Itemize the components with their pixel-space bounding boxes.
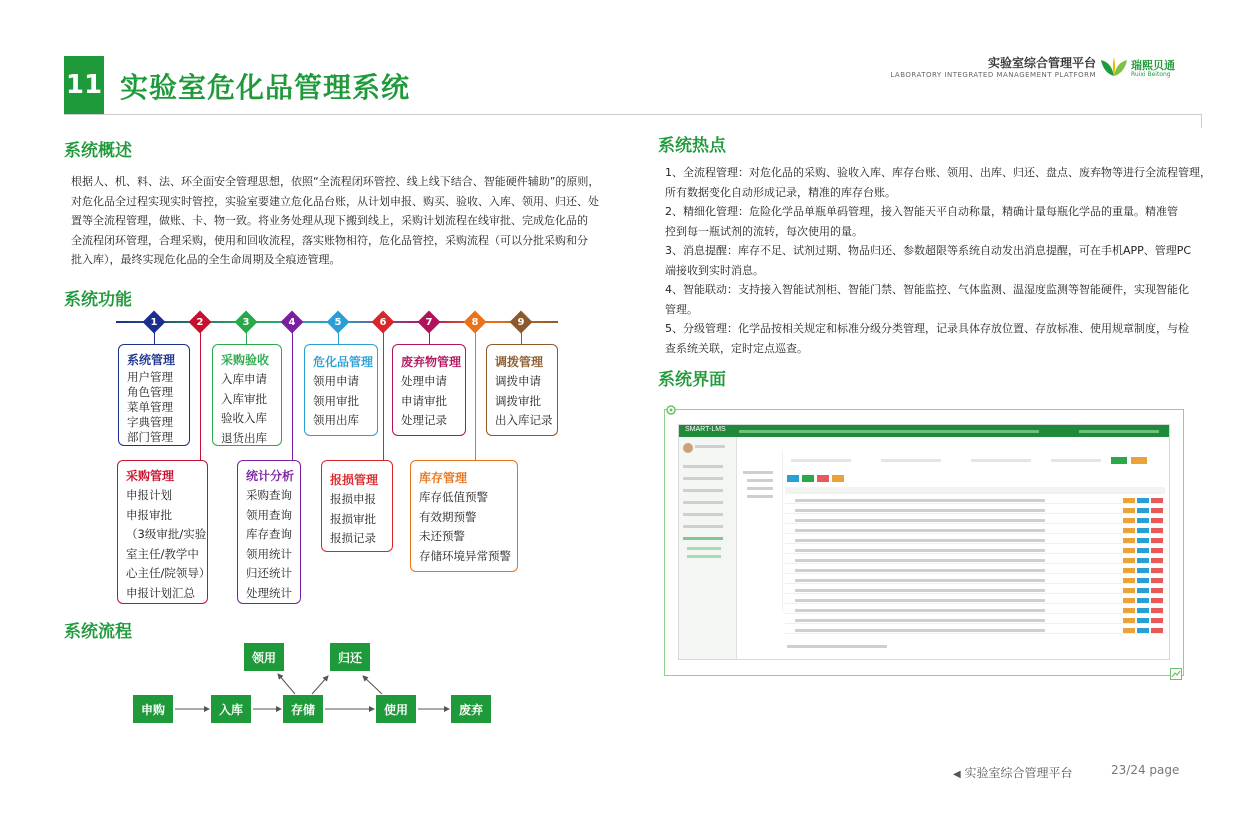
app-topbar [679,425,1169,437]
logo-text-cn: 瑞熙贝通 [1131,59,1175,72]
section-number: 11 [64,56,104,114]
hotspot-line: 3、消息提醒：库存不足、试剂过期、物品归还、参数超限等系统自动发出消息提醒，可在手机APP、管理PC [665,244,1192,257]
connector [200,332,201,460]
hotspot-line: 2、精细化管理：危险化学品单瓶单码管理，接入智能天平自动称量，精确计量每瓶化学品的重量。精准管 [665,205,1178,218]
header-divider [64,114,1202,115]
function-box-waste: 废弃物管理 处理申请 申请审批 处理记录 [392,344,466,436]
page-number: 23/24 page [1111,763,1180,777]
flow-title: 系统流程 [64,622,132,642]
connector [383,332,384,460]
hotspot-line: 所有数据变化自动形成记录，精准的库存台账。 [665,185,896,199]
connector [521,332,522,344]
flow-node-apply: 申购 [133,695,173,723]
function-box-chemical: 危化品管理 领用申请 领用审批 领用出库 [304,344,378,436]
flow-node-discard: 废弃 [451,695,491,723]
logo-text-en: Ruixi Beitong [1131,71,1171,78]
function-box-damage: 报损管理 报损申报 报损审批 报损记录 [321,460,393,552]
connector [292,332,293,460]
table-header [785,487,1165,494]
function-box-purchase: 采购管理 申报计划 申报审批 （3级审批/实验 室主任/教学中 心主任/院领导） 申报计划汇总 [117,460,208,604]
leaf-logo-icon [1100,56,1128,78]
search-filters [791,457,1161,465]
gear-icon [665,404,677,416]
footer-platform-text: 实验室综合管理平台 [964,766,1073,780]
avatar [683,443,693,453]
function-box-statistics: 统计分析 采购查询 领用查询 库存查询 领用统计 归还统计 处理统计 [237,460,301,604]
overview-title: 系统概述 [64,141,132,161]
function-box-transfer: 调拨管理 调拨申请 调拨审批 出入库记录 [486,344,558,436]
flow-node-use: 使用 [376,695,416,723]
app-name: SMART-LMS [685,426,726,433]
hotspot-line: 查系统关联，定时定点巡查。 [665,341,808,355]
function-box-purchase-accept: 采购验收 入库申请 入库审批 验收入库 退货出库 [212,344,282,446]
triangle-left-icon: ◀ [953,769,961,780]
hotspot-line: 端接收到实时消息。 [665,263,764,277]
app-sidebar [679,437,737,660]
overview-line: 置等全流程管理，做账、卡、物一致。将业务处理从现下搬到线上，采购计划流程在线审批、完成危化品的 [71,214,588,227]
system-screenshot [678,424,1170,660]
overview-text [71,172,599,270]
overview-line: 根据人、机、料、法、环全面安全管理思想，依照“全流程闭环管控、线上线下结合、智能硬件辅助”的原则， [71,175,600,188]
connector [475,332,476,460]
app-tree [739,451,783,611]
functions-title: 系统功能 [64,290,132,310]
function-box-inventory: 库存管理 库存低值预警 有效期预警 未还预警 存储环境异常预警 [410,460,518,572]
hotspot-line: 4、智能联动：支持接入智能试剂柜、智能门禁、智能监控、气体监测、温湿度监测等智能硬件，实现智能化 [665,283,1189,296]
footer-platform [953,764,1073,781]
hotspot-line: 1、全流程管理：对危化品的采购、验收入库、库存台账、领用、出库、归还、盘点、废弃物等进行全流程管理， [665,166,1211,179]
connector [154,332,155,344]
function-box-system: 系统管理 用户管理 角色管理 菜单管理 字典管理 部门管理 [118,344,190,446]
hotspots-title: 系统热点 [658,136,726,156]
overview-line: 批入库），最终实现危化品的全生命周期及全痕迹管理。 [71,253,341,266]
platform-name-en: LABORATORY INTEGRATED MANAGEMENT PLATFORM [890,71,1096,79]
toolbar [787,475,867,483]
hotspot-line: 5、分级管理：化学品按相关规定和标准分级分类管理，记录具体存放位置、存放标准、使用规章制度，与检 [665,322,1189,335]
pagination [787,645,887,648]
flow-arrows [120,640,510,730]
overview-line: 对危化品全过程实现实时管控，实验室要建立危化品台账，从计划申报、购买、验收、入库、领用、归还、处 [71,194,599,208]
interface-title: 系统界面 [658,370,726,390]
hotspot-line: 管理。 [665,302,698,316]
hotspots-text [665,163,1211,358]
flow-node-storage: 存储 [283,695,323,723]
page-title: 实验室危化品管理系统 [120,71,411,104]
connector [429,332,430,344]
flow-node-receive: 领用 [244,643,284,671]
overview-line: 全流程闭环管理，合理采购，使用和回收流程，落实账物相符，危化品管控，采购流程（可以分批采购和分 [71,233,588,247]
platform-name-cn: 实验室综合管理平台 [987,56,1096,70]
flow-node-return: 归还 [330,643,370,671]
chart-icon [1170,668,1182,680]
hotspot-line: 控到每一瓶试剂的流转，每次使用的量。 [665,224,863,238]
connector [338,332,339,344]
flow-node-stock-in: 入库 [211,695,251,723]
connector [246,332,247,344]
header-divider-tick [1201,114,1202,128]
